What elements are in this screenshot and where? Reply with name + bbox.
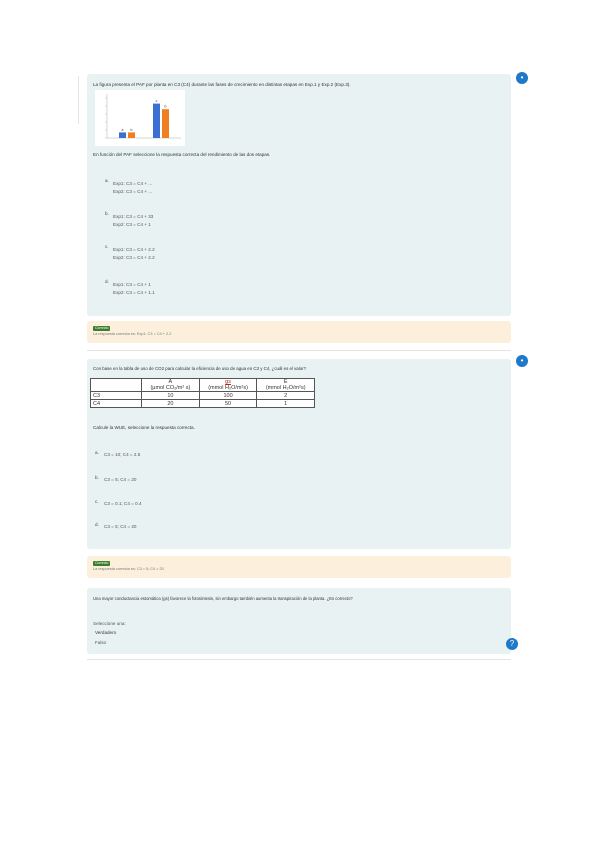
question-3-prompt: Seleccione una: <box>93 621 126 626</box>
bar <box>128 132 135 138</box>
table-header-a: A (µmol CO₂/m² s) <box>142 379 200 392</box>
option-line: Exp1: C3 = C4 + 33 <box>113 214 154 219</box>
correct-badge: Correcto <box>95 561 109 565</box>
correct-badge: Correcto <box>95 326 109 330</box>
table-row: C4 20 50 1 <box>91 400 315 408</box>
flag-question-3-icon[interactable]: ? <box>506 638 518 650</box>
option-letter: c. <box>105 244 109 249</box>
option-line: Exp2: C3 = C4 + 1 <box>113 222 151 227</box>
paf-chart <box>95 90 185 146</box>
bar <box>162 109 169 138</box>
option-line: Exp1: C3 = C4 + 1 <box>113 282 151 287</box>
table-corner <box>91 379 142 392</box>
divider <box>87 659 511 660</box>
bar-letter: a <box>121 127 124 132</box>
option-true[interactable]: Verdadero <box>95 630 117 635</box>
option-letter: a. <box>105 178 109 183</box>
option-letter: d. <box>105 279 109 284</box>
question-card-3 <box>87 588 511 654</box>
question-3-text: Una mayor conductancia estomática (gs) favorece la fotosíntesis, sin embargo también aumenta la transpiración de la planta. ¿Es correcto? <box>93 596 353 601</box>
page-edge <box>78 76 83 124</box>
bar-letter: b <box>164 104 167 109</box>
question-1-prompt: En función del PAF seleccione la respuesta correcta del rendimiento de las dos etapas. <box>93 152 271 157</box>
option-text: C3 = 5; C4 = 20 <box>104 524 137 529</box>
bar <box>153 104 160 138</box>
table-header-gs: gs (mmol H₂O/m²s) <box>199 379 257 392</box>
option-text: C3 = 0.1; C4 = 0.4 <box>104 501 142 506</box>
divider <box>87 350 511 351</box>
option-letter: b. <box>105 211 109 216</box>
bar <box>119 132 126 138</box>
option-letter: a. <box>95 450 99 455</box>
data-table <box>90 378 315 408</box>
question-card-2 <box>87 359 511 549</box>
option-line: Exp2: C3 = C4 + 2.2 <box>113 255 155 260</box>
feedback-2 <box>87 556 511 578</box>
question-1-text: La figura presenta el PAF por planta en C3 (C4) durante las fases de crecimiento en distintas etapas en Exp.1 y Exp.2 (Exp.3). <box>93 82 351 87</box>
flag-question-2-icon[interactable]: • <box>516 355 528 367</box>
option-letter: c. <box>95 499 99 504</box>
question-2-text: Con base en la tabla de uso de CO2 para calcular la eficiencia de uso de agua en C3 y C4, ¿cuál es el valor? <box>93 366 307 371</box>
option-line: Exp1: C3 = C4 + 2.2 <box>113 247 155 252</box>
option-line: Exp2: C3 = C4 + ... <box>113 189 153 194</box>
question-card-1 <box>87 74 511 316</box>
table-row: C3 10 100 2 <box>91 392 315 400</box>
option-text: C3 = 10; C4 = 2.5 <box>104 452 141 457</box>
option-text: C3 = 5; C4 = 20 <box>104 477 137 482</box>
flag-question-1-icon[interactable]: • <box>516 72 528 84</box>
table-header-e: E (mmol H₂O/m²s) <box>257 379 315 392</box>
bar-letter: b <box>130 127 133 132</box>
feedback-1-text: La respuesta correcta es: Exp1: C3 = C4 + 2.2 <box>93 332 172 336</box>
option-letter: d. <box>95 522 99 527</box>
feedback-2-text: La respuesta correcta es: C3 = 5; C4 = 20 <box>93 567 164 571</box>
option-line: Exp2: C3 = C4 + 1.1 <box>113 290 155 295</box>
bar-letter: c <box>155 99 158 104</box>
question-2-prompt: Calcule la WUE, seleccione la respuesta correcta. <box>93 425 195 430</box>
option-false[interactable]: Falso <box>95 640 107 645</box>
option-letter: b. <box>95 475 99 480</box>
option-line: Exp1: C3 = C4 + ... <box>113 181 153 186</box>
feedback-1 <box>87 321 511 343</box>
